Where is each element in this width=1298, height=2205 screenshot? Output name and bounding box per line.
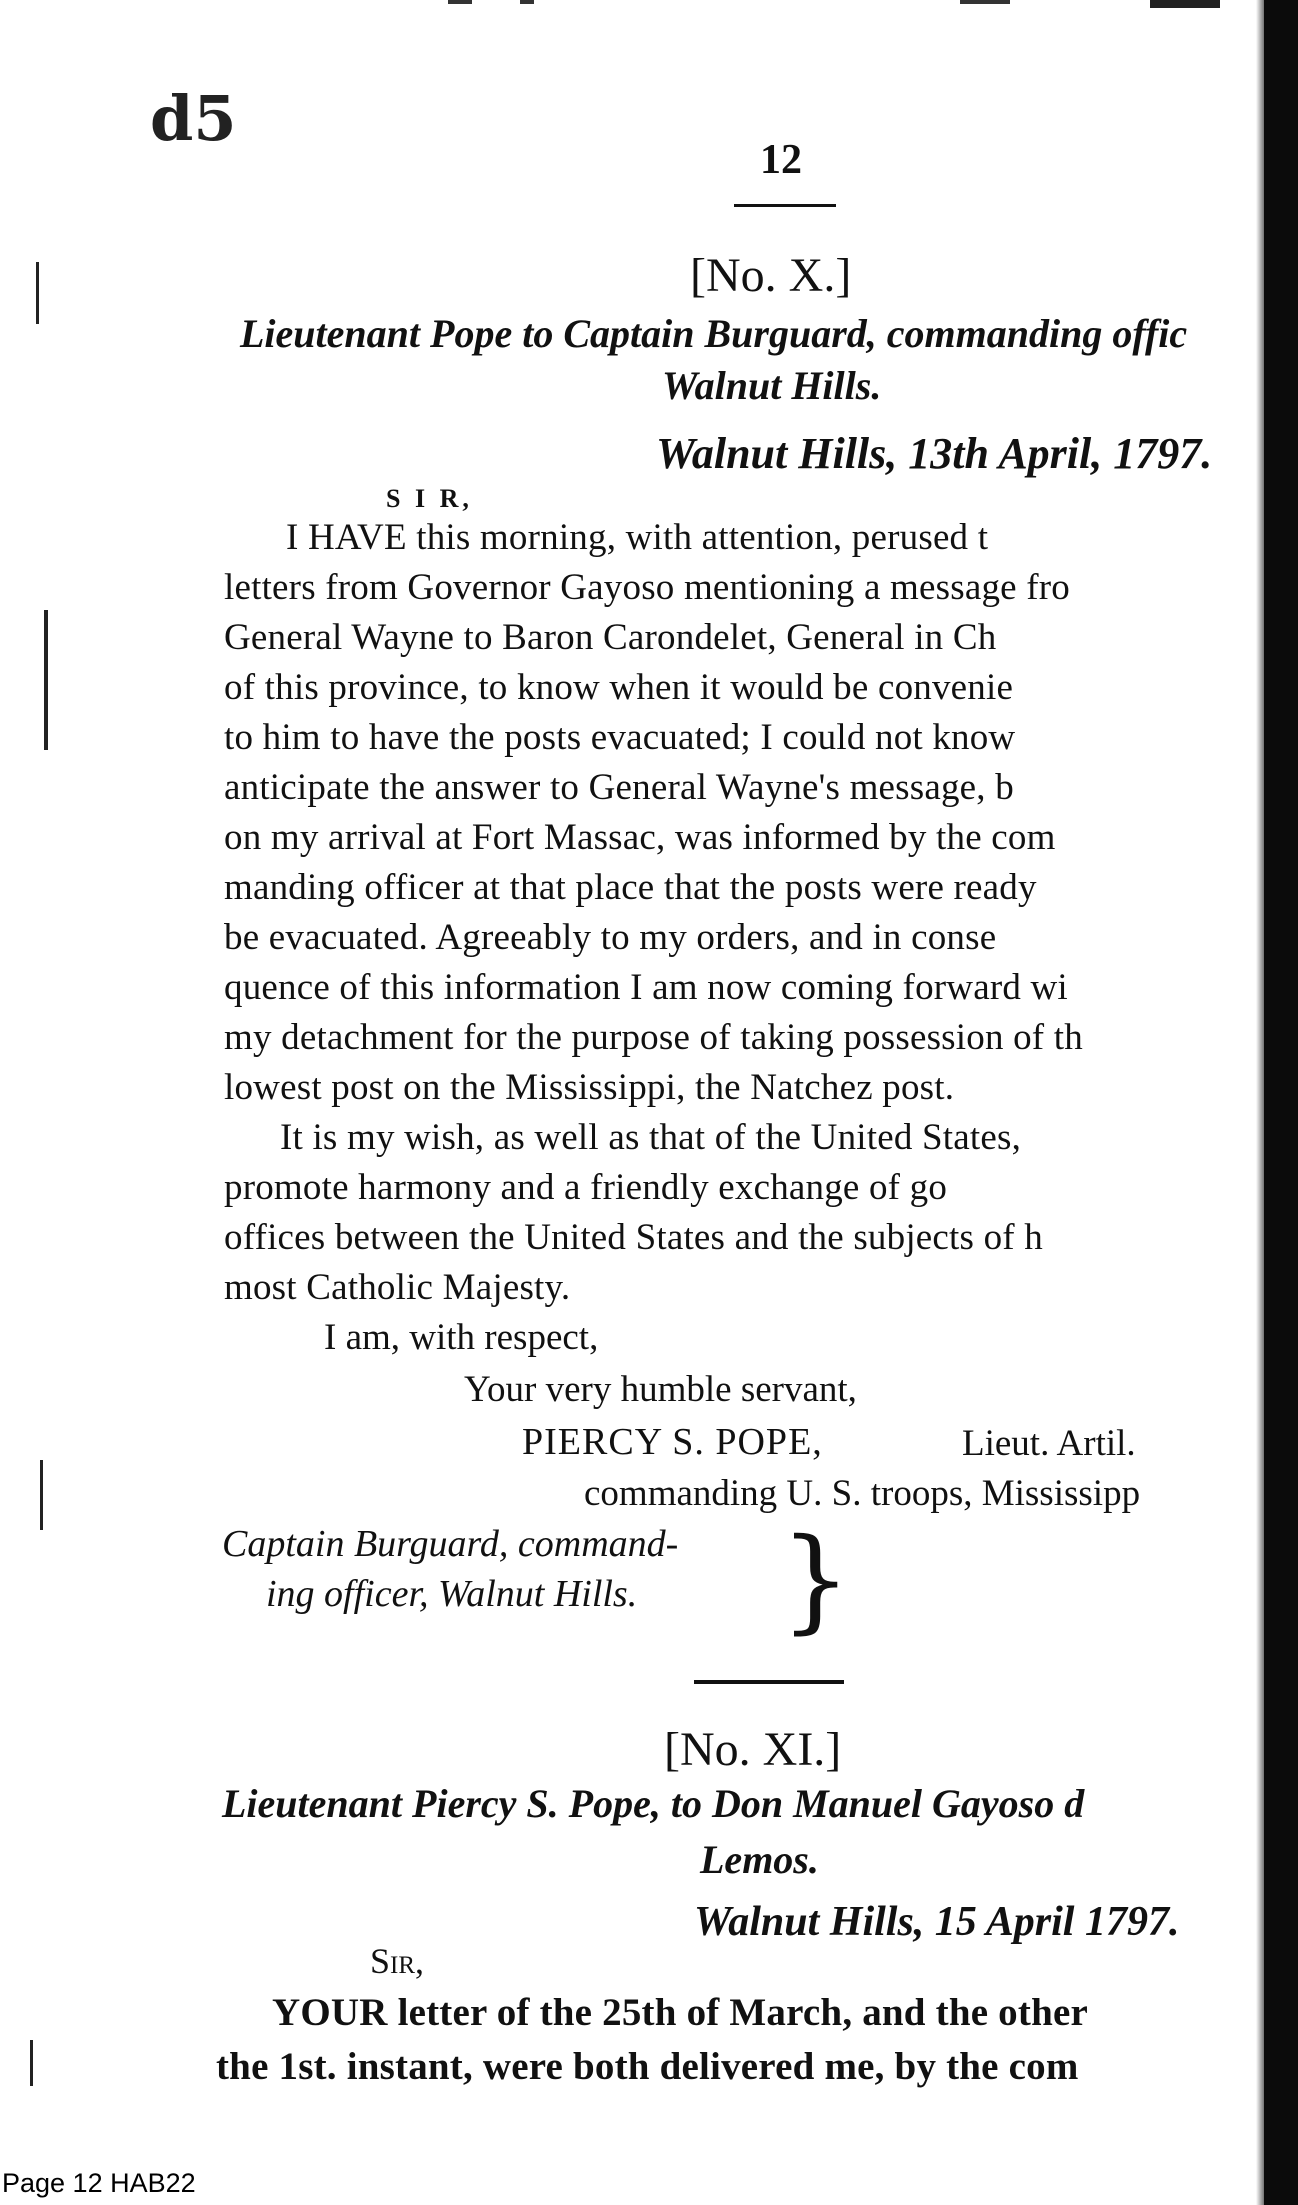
doc10-closing-1: I am, with respect, <box>324 1317 599 1358</box>
doc10-title-line1: Lieutenant Pope to Captain Burguard, commanding offic <box>240 311 1188 356</box>
page-number-rule <box>734 204 836 207</box>
margin-mark <box>40 1460 43 1530</box>
body-line: promote harmony and a friendly exchange of go <box>224 1167 948 1208</box>
margin-mark <box>44 610 48 750</box>
page-gutter-gradient <box>1256 0 1264 2205</box>
doc11-heading: [No. XI.] <box>664 1723 842 1776</box>
body-line: YOUR letter of the 25th of March, and the other <box>272 1991 1088 2034</box>
doc10-signature-rank: Lieut. Artil. <box>962 1423 1136 1464</box>
doc11-dateline: Walnut Hills, 15 April 1797. <box>694 1899 1180 1945</box>
body-line: lowest post on the Mississippi, the Natchez post. <box>224 1067 955 1108</box>
body-line: manding officer at that place that the posts were ready <box>224 867 1037 908</box>
doc10-signature: PIERCY S. POPE, <box>522 1421 823 1463</box>
body-line: quence of this information I am now coming forward wi <box>224 967 1068 1008</box>
section-divider <box>694 1680 844 1684</box>
body-line: It is my wish, as well as that of the United States, <box>280 1117 1022 1158</box>
top-edge-speck <box>520 0 534 4</box>
body-line: letters from Governor Gayoso mentioning a message fro <box>224 567 1070 608</box>
body-line: of this province, to know when it would be convenie <box>224 667 1014 708</box>
page-footer: Page 12 HAB22 <box>2 2168 196 2198</box>
margin-mark <box>36 262 39 324</box>
page-gutter-shadow <box>1264 0 1298 2205</box>
doc10-salutation: S I R, <box>386 484 473 513</box>
doc10-title-line2: Walnut Hills. <box>662 363 882 408</box>
body-line: my detachment for the purpose of taking possession of th <box>224 1017 1083 1058</box>
top-edge-speck <box>960 0 1010 4</box>
doc10-closing-2: Your very humble servant, <box>464 1369 857 1410</box>
doc10-signature-line2: commanding U. S. troops, Mississipp <box>584 1473 1141 1514</box>
doc11-title-line1: Lieutenant Piercy S. Pope, to Don Manuel Gayoso d <box>222 1781 1085 1826</box>
body-line: to him to have the posts evacuated; I could not know <box>224 717 1016 758</box>
margin-mark <box>30 2040 33 2086</box>
doc10-addressee-line1: Captain Burguard, command- <box>222 1523 679 1565</box>
doc10-dateline: Walnut Hills, 13th April, 1797. <box>656 429 1213 478</box>
scan-fragment: d5 <box>150 82 237 155</box>
body-line: most Catholic Majesty. <box>224 1267 571 1308</box>
body-line: General Wayne to Baron Carondelet, General in Ch <box>224 617 997 658</box>
doc10-addressee-line2: ing officer, Walnut Hills. <box>266 1573 638 1615</box>
body-line: be evacuated. Agreeably to my orders, and in conse <box>224 917 997 958</box>
body-line: offices between the United States and the subjects of h <box>224 1217 1043 1258</box>
addressee-brace: } <box>780 1515 852 1645</box>
doc10-heading: [No. X.] <box>690 249 852 302</box>
top-edge-speck <box>448 0 472 4</box>
page-number: 12 <box>760 137 802 183</box>
body-line: on my arrival at Fort Massac, was informed by the com <box>224 817 1056 858</box>
body-line: the 1st. instant, were both delivered me, by the com <box>216 2045 1079 2088</box>
top-edge-speck <box>1150 0 1220 8</box>
body-line: anticipate the answer to General Wayne's message, b <box>224 767 1014 808</box>
doc11-title-line2: Lemos. <box>700 1837 819 1882</box>
body-line: I HAVE this morning, with attention, perused t <box>286 517 989 558</box>
doc11-salutation: Sir, <box>370 1941 425 1981</box>
